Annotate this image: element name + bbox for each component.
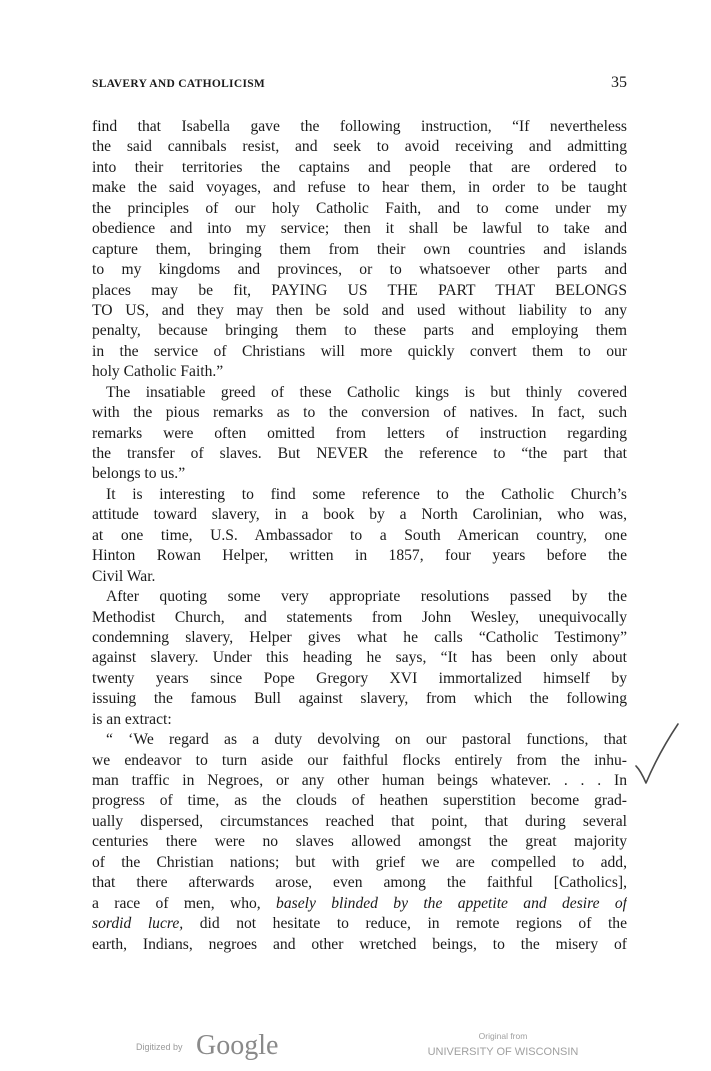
text-line: Methodist Church, and statements from John Wesley, unequivocally: [92, 608, 627, 626]
text-line: twenty years since Pope Gregory XVI immortalized himself by: [92, 669, 627, 687]
text-line: attitude toward slavery, in a book by a North Carolinian, who was,: [92, 506, 627, 524]
paragraph-first-line: After quoting some very appropriate resolutions passed by the: [106, 588, 627, 606]
text-line: man traffic in Negroes, or any other human beings whatever. . . . In: [92, 772, 627, 789]
text-line: centuries there were no slaves allowed amongst the great majority: [92, 833, 627, 851]
text-line: to my kingdoms and provinces, or to whatsoever other parts and: [92, 261, 627, 279]
text-run: did not hesitate to reduce, in remote regions of the: [199, 915, 627, 933]
text-line: places may be fit, PAYING US THE PART THAT BELONGS: [92, 281, 627, 299]
text-line: [92, 914, 627, 934]
text-run: a race of men, who,: [92, 894, 261, 912]
text-line: Hinton Rowan Helper, written in 1857, four years before the: [92, 547, 627, 565]
checkmark-icon: [634, 720, 680, 790]
running-head: SLAVERY AND CATHOLICISM: [92, 78, 266, 90]
page-number: 35: [611, 74, 627, 91]
page-header: [92, 74, 627, 96]
text-line: earth, Indians, negroes and other wretched beings, to the misery of: [92, 935, 627, 953]
text-line: obedience and into my service; then it shall be lawful to take and: [92, 220, 627, 238]
text-line: remarks were often omitted from letters of instruction regarding: [92, 424, 627, 442]
text-line: condemning slavery, Helper gives what he calls “Catholic Testimony”: [92, 628, 627, 646]
digitized-label: Digitized by: [136, 1042, 183, 1052]
text-line: penalty, because bringing them to these parts and employing them: [92, 322, 627, 340]
text-line: Civil War.: [92, 567, 156, 585]
text-line: TO US, and they may then be sold and used without liability to any: [92, 301, 627, 319]
text-line: the principles of our holy Catholic Faith, and to come under my: [92, 199, 627, 217]
text-line: holy Catholic Faith.”: [92, 363, 224, 381]
paragraph-first-line: The insatiable greed of these Catholic kings is but thinly covered: [106, 383, 627, 401]
text-line: into their territories the captains and people that are ordered to: [92, 158, 627, 176]
text-line: at one time, U.S. Ambassador to a South American country, one: [92, 526, 627, 544]
paragraph-first-line: “ ‘We regard as a duty devolving on our pastoral functions, that: [106, 731, 627, 749]
text-line: that there afterwards arose, even among the faithful [Catholics],: [92, 874, 627, 892]
text-line: the transfer of slaves. But NEVER the reference to “the part that: [92, 445, 627, 462]
italic-phrase: basely blinded by the appetite and desire of: [276, 894, 627, 912]
italic-phrase: sordid lucre,: [92, 915, 184, 933]
original-source: [418, 1031, 588, 1058]
text-line: issuing the famous Bull against slavery, from which the following: [92, 690, 627, 708]
text-line: [92, 894, 627, 914]
text-line: of the Christian nations; but with grief we are compelled to add,: [92, 853, 627, 871]
text-line: we endeavor to turn aside our faithful flocks entirely from the inhu-: [92, 751, 627, 769]
paragraph-first-line: It is interesting to find some reference to the Catholic Church’s: [106, 485, 627, 503]
text-line: in the service of Christians will more quickly convert them to our: [92, 342, 627, 360]
text-line: belongs to us.”: [92, 465, 186, 483]
text-line: progress of time, as the clouds of heathen superstition become grad-: [92, 792, 627, 810]
google-logo: Google: [196, 1030, 279, 1061]
body-text: [92, 117, 627, 955]
original-from-label: Original from: [478, 1031, 528, 1041]
text-line: ually dispersed, circumstances reached that point, that during several: [92, 812, 627, 830]
text-line: against slavery. Under this heading he says, “It has been only about: [92, 649, 627, 667]
source-library-name: UNIVERSITY OF WISCONSIN: [427, 1046, 579, 1058]
text-line: the said cannibals resist, and seek to avoid receiving and admitting: [92, 138, 627, 156]
text-line: with the pious remarks as to the conversion of natives. In fact, such: [92, 404, 627, 422]
text-line: find that Isabella gave the following instruction, “If nevertheless: [92, 118, 627, 135]
text-line: is an extract:: [92, 710, 172, 728]
text-line: capture them, bringing them from their own countries and islands: [92, 240, 627, 258]
text-line: make the said voyages, and refuse to hear them, in order to be taught: [92, 179, 627, 197]
